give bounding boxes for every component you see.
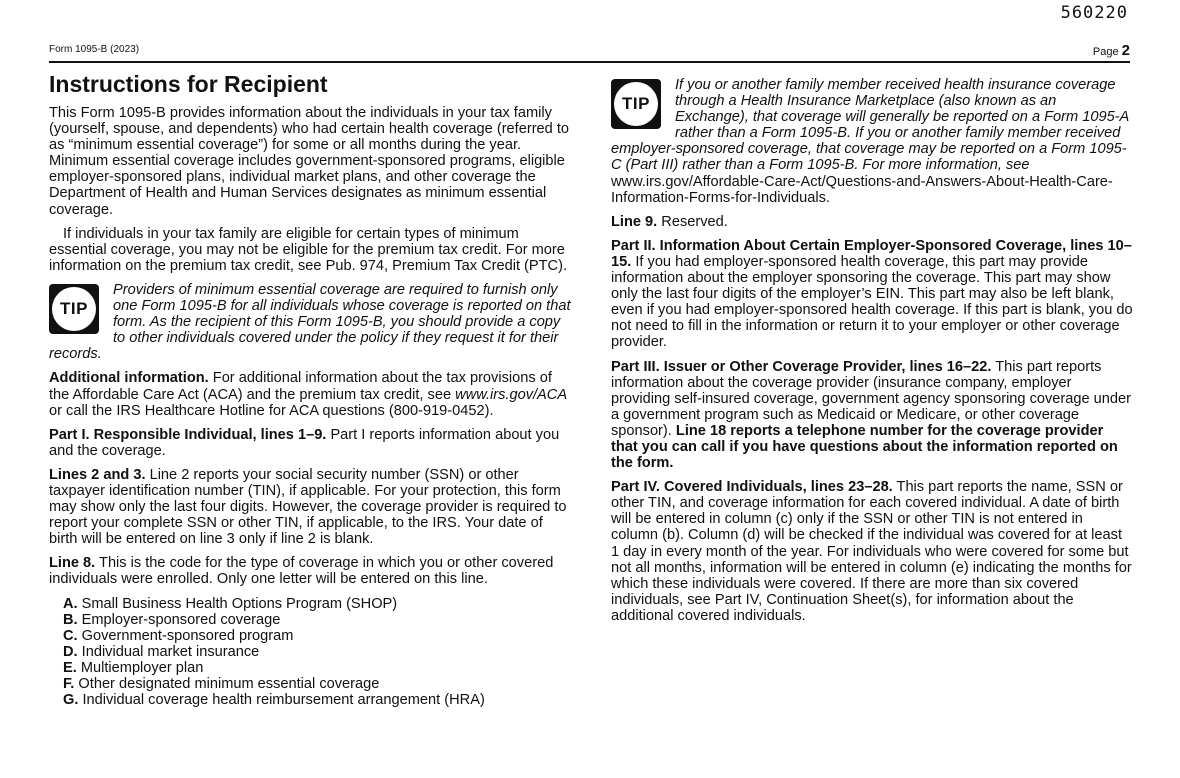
- tip-box-marketplace: [611, 77, 1133, 206]
- page-number: [1093, 42, 1130, 59]
- document-id: 560220: [1060, 3, 1128, 23]
- lines-2-3-text: Line 2 reports your social security number (SSN) or other taxpayer identification number (TIN), if applicable. For your protection, this form may show only the last four digits. However, the coverage provider is required to report your complete SSN or other TIN, if applicable, to the IRS. Your date of birth will be entered on line 3 only if line 2 is blank.: [49, 466, 567, 548]
- additional-info-heading: Additional information.: [49, 370, 209, 387]
- page-title: Instructions for Recipient: [49, 71, 328, 97]
- tip-text: If you or another family member received health insurance coverage through a Health Insurance Marketplace (also known as an Exchange), that coverage will generally be reported on a Form 1095-A rather than a Form 1095-B. If you or another family member received employer-sponsored coverage, that coverage may be reported on a Form 1095-C (Part III) rather than a Form 1095-B. For more information, see: [611, 77, 1129, 174]
- code-letter: E.: [63, 659, 77, 676]
- coverage-code-list: [63, 596, 571, 709]
- list-item: [63, 644, 571, 660]
- irs-aca-link[interactable]: www.irs.gov/ACA: [455, 386, 568, 403]
- right-column: [611, 77, 1133, 632]
- line8-heading: Line 8.: [49, 555, 96, 572]
- part4-heading: Part IV. Covered Individuals, lines 23–28.: [611, 479, 893, 496]
- part1-heading: Part I. Responsible Individual, lines 1–9.: [49, 426, 327, 443]
- list-item: [63, 676, 571, 692]
- code-letter: B.: [63, 611, 78, 628]
- line9-text: Reserved.: [661, 213, 728, 230]
- tip-icon: [49, 284, 99, 334]
- part2-paragraph: [611, 238, 1133, 351]
- tip-icon: [611, 79, 661, 129]
- code-letter: C.: [63, 627, 78, 644]
- tip-box-copies: [49, 282, 571, 362]
- line9-heading: Line 9.: [611, 213, 658, 230]
- part2-heading: Part II. Information About Certain Employer-Sponsored Coverage, lines 10–15.: [611, 237, 1132, 270]
- code-letter: A.: [63, 595, 78, 612]
- list-item: [63, 660, 571, 676]
- lines-2-3-paragraph: [49, 467, 571, 547]
- list-item: [63, 596, 571, 612]
- list-item: [63, 612, 571, 628]
- part1-text: Part I reports information about you and the coverage.: [49, 426, 560, 459]
- part3-heading: Part III. Issuer or Other Coverage Provider, lines 16–22.: [611, 358, 992, 375]
- code-label: Other designated minimum essential coverage: [78, 676, 380, 692]
- additional-info-text-2: or call the IRS Healthcare Hotline for ACA questions (800-919-0452).: [49, 402, 494, 419]
- code-label: Government-sponsored program: [81, 627, 294, 644]
- list-item: [63, 628, 571, 644]
- part4-text: This part reports the name, SSN or other TIN, and coverage information for each covered individual. A date of birth will be entered in column (c) only if the SSN or other TIN is not entered in column (b). Column (d) will be checked if the individual was covered for at least 1 day in every month of the year. For individuals who were covered for some but not all months, information will be entered in column (e) indicating the months for which these individuals were covered. If there are more than six covered individuals, see Part IV, Continuation Sheet(s), for information about the additional covered individuals.: [611, 479, 1132, 624]
- part4-paragraph: [611, 479, 1133, 624]
- irs-forms-link[interactable]: www.irs.gov/Affordable-Care-Act/Questions-and-Answers-About-Health-Care-Information-Forms-for-Individuals.: [611, 173, 1113, 206]
- lines-2-3-heading: Lines 2 and 3.: [49, 466, 146, 483]
- code-letter: F.: [63, 676, 75, 692]
- tip-text: Providers of minimum essential coverage are required to furnish only one Form 1095-B for all individuals whose coverage is reported on that form. As the recipient of this Form 1095-B, you should provide a copy to other individuals covered under the policy if they request it for their records.: [49, 281, 571, 363]
- additional-info-text: For additional information about the tax provisions of the Affordable Care Act (ACA) and the premium tax credit, see: [49, 370, 552, 403]
- code-letter: G.: [63, 692, 79, 709]
- tip-badge-label: TIP: [52, 287, 96, 331]
- page-number-value: 2: [1121, 42, 1130, 59]
- part3-paragraph: [611, 359, 1133, 472]
- tip-badge-label: TIP: [614, 82, 658, 126]
- part3-bold-note: Line 18 reports a telephone number for the coverage provider that you can call if you have questions about the information reported on the form.: [611, 422, 1118, 472]
- ptc-paragraph: If individuals in your tax family are eligible for certain types of minimum essential coverage, you may not be eligible for the premium tax credit. For more information on the premium tax credit, see Pub. 974, Premium Tax Credit (PTC).: [49, 225, 568, 274]
- additional-info-paragraph: [49, 370, 571, 418]
- code-letter: D.: [63, 643, 78, 660]
- list-item: [63, 692, 571, 708]
- intro-paragraph: This Form 1095-B provides information about the individuals in your tax family (yourself, spouse, and dependents) who had certain health coverage (referred to as “minimum essential coverage”) for some or all months during the year. Minimum essential coverage includes government-sponsored programs, eligible employer-sponsored plans, individual market plans, and other coverage the Department of Health and Human Services designates as minimum essential coverage.: [49, 105, 570, 218]
- code-label: Individual coverage health reimbursement arrangement (HRA): [82, 692, 485, 709]
- part3-text: This part reports information about the coverage provider (insurance company, employer providing self-insured coverage, government agency sponsoring coverage under a government program such as Medicaid or Medicare, or other coverage sponsor).: [611, 358, 1132, 439]
- line9-paragraph: [611, 214, 1133, 230]
- code-label: Employer-sponsored coverage: [81, 611, 281, 628]
- part2-text: If you had employer-sponsored health coverage, this part may provide information about the employer sponsoring the coverage. This part may show only the last four digits of the employer’s EIN. This part may also be left blank, even if you had employer-sponsored health coverage. If this part is blank, you do not need to fill in the information or return it to your employer or other coverage provider.: [611, 253, 1133, 351]
- code-label: Small Business Health Options Program (SHOP): [81, 595, 398, 612]
- part1-paragraph: [49, 427, 571, 459]
- left-column: [49, 71, 571, 708]
- code-label: Individual market insurance: [81, 643, 260, 660]
- form-identifier: Form 1095-B (2023): [49, 44, 140, 55]
- line8-text: This is the code for the type of coverage in which you or other covered individuals were enrolled. Only one letter will be entered on this line.: [49, 555, 554, 588]
- page-label: Page: [1092, 46, 1119, 58]
- code-label: Multiemployer plan: [80, 659, 204, 676]
- header-rule: [49, 61, 1130, 63]
- line8-paragraph: [49, 555, 571, 587]
